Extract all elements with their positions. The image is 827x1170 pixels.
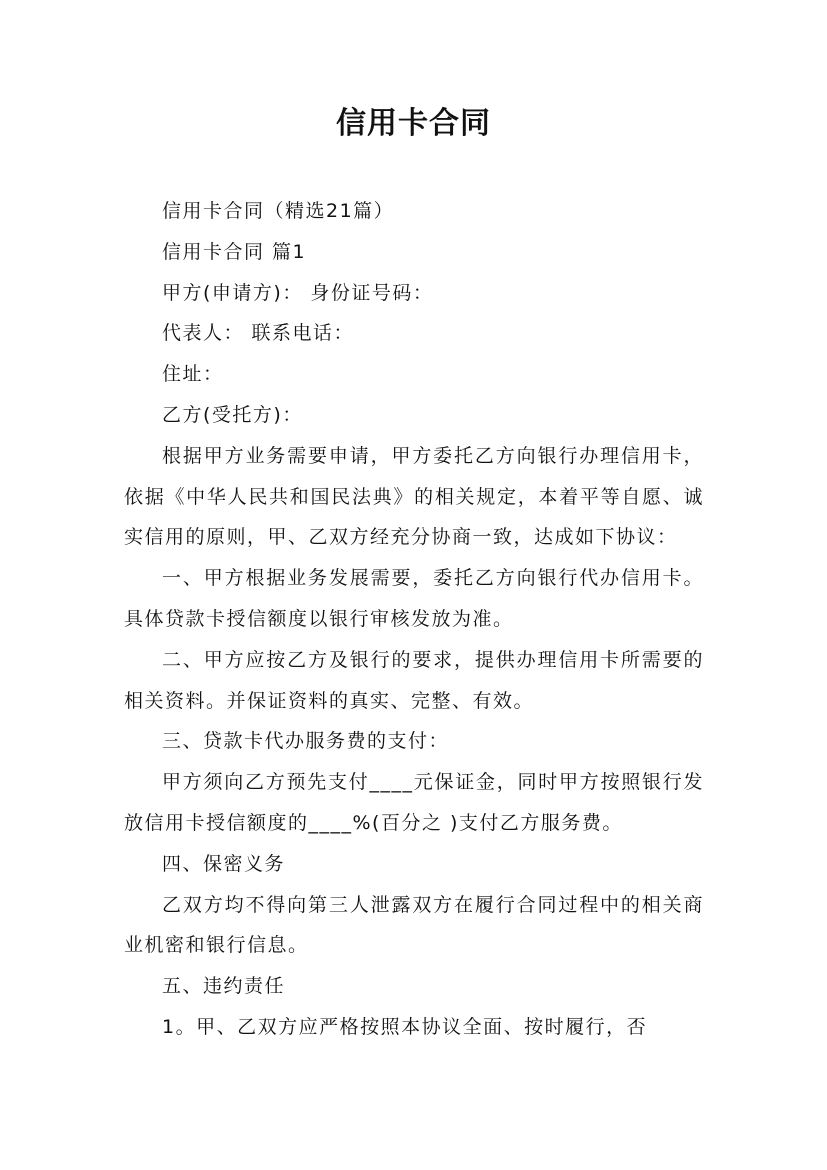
paragraph-subtitle: 信用卡合同（精选21篇）: [162, 200, 395, 222]
paragraph-preamble: 根据甲方业务需要申请，甲方委托乙方向银行办理信用卡，依据《中华人民共和国民法典》的相关规定，本着平等自愿、诚实信用的原则，甲、乙双方经充分协商一致，达成如下协议：: [124, 444, 704, 549]
document-title: 信用卡合同: [336, 106, 491, 141]
paragraph-section-heading: 信用卡合同 篇1: [162, 240, 307, 263]
paragraph-clause-3-heading: 三、贷款卡代办服务费的支付：: [162, 730, 450, 753]
paragraph-clause-3-body: 甲方须向乙方预先支付____元保证金，同时甲方按照银行发放信用卡授信额度的____%(百分之 )支付乙方服务费。: [124, 771, 704, 834]
paragraph-party-b: 乙方(受托方)：: [162, 403, 303, 426]
paragraph-address: 住址：: [162, 363, 224, 386]
paragraph-clause-4-heading: 四、保密义务: [162, 852, 286, 875]
paragraph-clause-4-body: 乙双方均不得向第三人泄露双方在履行合同过程中的相关商业机密和银行信息。: [124, 893, 704, 957]
paragraph-clause-5-item-1: 1。甲、乙双方应严格按照本协议全面、按时履行，否: [162, 1015, 648, 1038]
paragraph-clause-5-heading: 五、违约责任: [162, 975, 286, 998]
paragraph-clause-2: 二、甲方应按乙方及银行的要求，提供办理信用卡所需要的相关资料。并保证资料的真实、完整、有效。: [124, 648, 704, 712]
paragraph-party-a: 甲方(申请方)： 身份证号码：: [162, 281, 434, 304]
paragraph-clause-1: 一、甲方根据业务发展需要，委托乙方向银行代办信用卡。具体贷款卡授信额度以银行审核发放为准。: [124, 567, 704, 630]
document-body: [124, 191, 704, 1048]
paragraph-representative: 代表人： 联系电话：: [162, 322, 355, 345]
